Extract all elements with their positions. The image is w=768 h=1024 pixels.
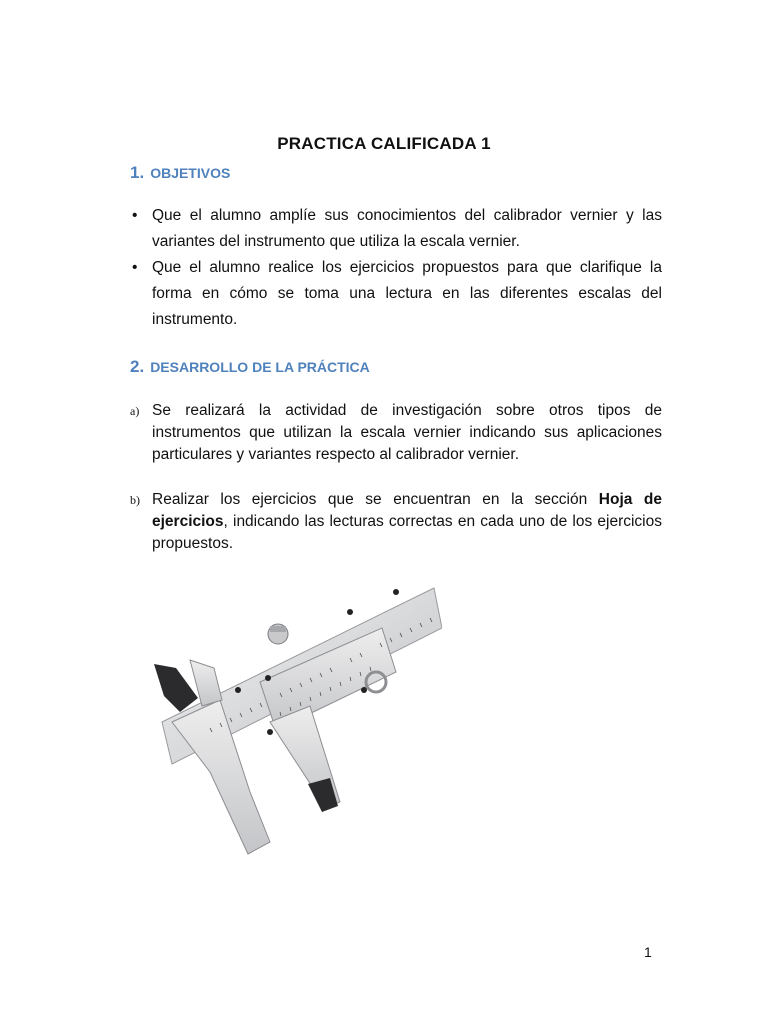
item-text-pre: Realizar los ejercicios que se encuentran en la sección — [152, 491, 599, 508]
item-text-bold: Hoja de ejercicios — [152, 491, 662, 530]
activity-item-a — [130, 400, 662, 466]
activity-item-b — [130, 489, 662, 555]
section-number: 1. — [130, 163, 145, 182]
list-item — [130, 203, 662, 255]
item-label: b) — [130, 493, 140, 507]
section-number: 2. — [130, 357, 145, 376]
objectives-list — [130, 203, 662, 333]
section-title: OBJETIVOS — [150, 165, 231, 181]
item-text-post: , indicando las lecturas correctas en cada uno de los ejercicios propuestos. — [152, 513, 662, 552]
objective-text: Que el alumno realice los ejercicios propuestos para que clarifique la forma en cómo se toma una lectura en las diferentes escalas del instrumento. — [152, 259, 662, 328]
page-number: 1 — [644, 944, 652, 960]
list-item — [130, 255, 662, 333]
vernier-caliper-image — [150, 572, 442, 864]
item-label: a) — [130, 404, 140, 418]
objective-text: Que el alumno amplíe sus conocimientos del calibrador vernier y las variantes del instrumento que utiliza la escala vernier. — [152, 207, 662, 250]
bullet-icon: • — [132, 207, 138, 224]
item-text — [152, 489, 662, 555]
bullet-icon: • — [132, 259, 138, 276]
page-title: PRACTICA CALIFICADA 1 — [277, 134, 491, 153]
section-heading-desarrollo — [130, 357, 370, 377]
item-text: Se realizará la actividad de investigación sobre otros tipos de instrumentos que utilizan la escala vernier indicando sus aplicaciones particulares y variantes respecto al calibrador vernier. — [152, 402, 662, 463]
section-title: DESARROLLO DE LA PRÁCTICA — [150, 359, 370, 375]
section-heading-objetivos — [130, 163, 230, 183]
